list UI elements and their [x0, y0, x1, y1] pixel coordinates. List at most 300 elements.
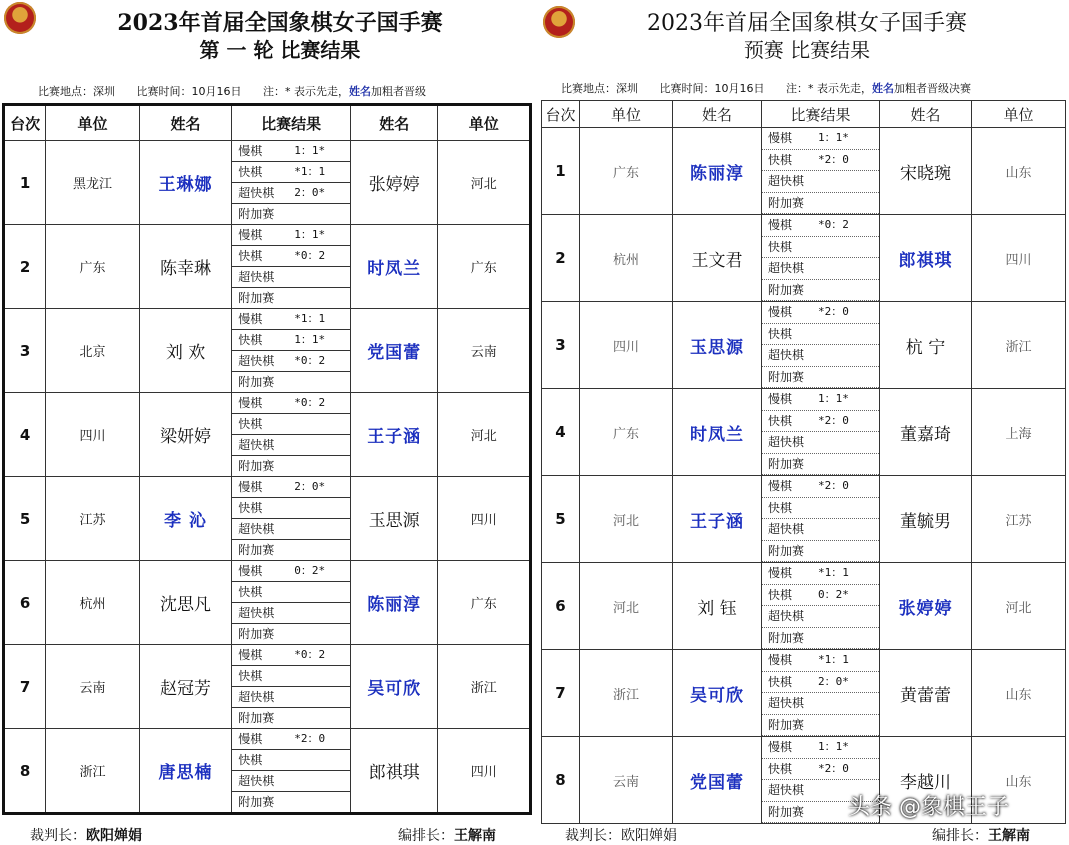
- column-header: 姓名: [673, 101, 762, 128]
- game-type: 超快棋: [768, 174, 805, 188]
- player2-unit: 浙江: [972, 302, 1066, 389]
- game-result: [762, 715, 879, 737]
- arranger-name: 王解南: [988, 828, 1030, 844]
- game-score: *2：0: [818, 479, 849, 492]
- game-score: 2：0*: [294, 186, 326, 199]
- table-row: [4, 729, 531, 814]
- board-number: 5: [4, 477, 46, 561]
- column-header: 单位: [972, 101, 1066, 128]
- player2-name: 党国蕾: [350, 309, 437, 393]
- game-type: 慢棋: [768, 566, 793, 580]
- game-result: [762, 280, 879, 302]
- game-type: 慢棋: [768, 653, 793, 667]
- table-row: [542, 476, 1066, 563]
- player2-name: 张婷婷: [350, 141, 437, 225]
- game-type: 慢棋: [238, 396, 263, 410]
- game-score: *2：0: [818, 761, 849, 775]
- game-result: [762, 171, 879, 193]
- game-score: 2：0*: [294, 480, 326, 493]
- game-result: [232, 750, 350, 771]
- player2-unit: 广东: [438, 561, 531, 645]
- game-result: [232, 603, 350, 624]
- game-type: 慢棋: [768, 131, 793, 145]
- player2-name: 王子涵: [350, 393, 437, 477]
- game-result: [232, 141, 350, 162]
- game-type: 附加赛: [238, 291, 275, 305]
- game-result: [762, 563, 879, 585]
- table-row: [542, 389, 1066, 476]
- board-number: 6: [542, 563, 580, 650]
- board-number: 5: [542, 476, 580, 563]
- game-score: *0：2: [818, 218, 849, 231]
- player2-name: 陈丽淳: [350, 561, 437, 645]
- column-header: 比赛结果: [762, 101, 880, 128]
- emblem-logo: [4, 2, 36, 34]
- game-type: 附加赛: [768, 543, 805, 558]
- game-result: [762, 519, 879, 541]
- result-cell: [762, 650, 880, 737]
- player2-name: 郎祺琪: [880, 215, 972, 302]
- game-result: [232, 351, 350, 372]
- board-number: 2: [542, 215, 580, 302]
- player1-unit: 杭州: [46, 561, 140, 645]
- game-type: 快棋: [768, 413, 793, 428]
- game-type: 慢棋: [238, 312, 263, 326]
- arranger-label: 编排长：: [398, 828, 454, 844]
- player1-name: 梁妍婷: [139, 393, 232, 477]
- game-result: [762, 432, 879, 454]
- table-row: [4, 393, 531, 477]
- player1-unit: 四川: [580, 302, 673, 389]
- game-result: [232, 183, 350, 204]
- game-type: 快棋: [768, 326, 793, 341]
- game-result: [762, 759, 879, 781]
- player2-unit: 山东: [972, 737, 1066, 824]
- player1-name: 时凤兰: [673, 389, 762, 476]
- game-type: 慢棋: [768, 218, 793, 232]
- table-row: [4, 477, 531, 561]
- player1-name: 陈丽淳: [673, 128, 762, 215]
- player1-name: 玉思源: [673, 302, 762, 389]
- game-score: 1：1*: [818, 392, 849, 405]
- game-result: [762, 411, 879, 433]
- player1-unit: 河北: [580, 563, 673, 650]
- game-type: 慢棋: [238, 564, 263, 578]
- game-score: *0：2: [294, 354, 326, 367]
- game-type: 超快棋: [768, 522, 805, 536]
- game-type: 慢棋: [238, 228, 263, 242]
- game-type: 附加赛: [768, 369, 805, 384]
- arranger-line: [932, 825, 1030, 845]
- game-score: 2：0*: [818, 674, 849, 688]
- player2-unit: 四川: [972, 215, 1066, 302]
- game-score: 1：1*: [818, 740, 849, 753]
- result-cell: [232, 729, 351, 814]
- player1-unit: 黑龙江: [46, 141, 140, 225]
- game-type: 超快棋: [238, 690, 275, 704]
- game-result: [762, 585, 879, 607]
- board-number: 8: [542, 737, 580, 824]
- game-type: 快棋: [238, 417, 263, 431]
- game-result: [232, 582, 350, 603]
- column-header: 单位: [438, 105, 531, 141]
- note-text: 注：* 表示先走，: [263, 85, 349, 98]
- player2-name: 吴可欣: [350, 645, 437, 729]
- game-score: 1：1*: [294, 333, 326, 346]
- game-type: 附加赛: [768, 282, 805, 297]
- game-type: 附加赛: [238, 627, 275, 641]
- game-result: [762, 258, 879, 280]
- player1-unit: 河北: [580, 476, 673, 563]
- game-result: [232, 708, 350, 728]
- player2-name: 杭 宁: [880, 302, 972, 389]
- game-result: [762, 606, 879, 628]
- game-score: *1：1: [294, 165, 326, 178]
- game-type: 超快棋: [238, 606, 275, 620]
- game-result: [232, 792, 350, 812]
- game-result: [762, 498, 879, 520]
- game-result: [232, 225, 350, 246]
- watermark: 头条 @象棋王子: [848, 795, 1009, 820]
- game-result: [762, 345, 879, 367]
- result-cell: [232, 561, 351, 645]
- game-result: [232, 456, 350, 476]
- board-number: 8: [4, 729, 46, 814]
- game-type: 超快棋: [768, 696, 805, 710]
- game-type: 超快棋: [238, 774, 275, 788]
- result-cell: [762, 476, 880, 563]
- game-type: 快棋: [238, 753, 263, 767]
- venue-text: 比赛地点：深圳: [561, 82, 638, 95]
- note-suffix: 加粗者晋级: [371, 85, 426, 98]
- result-cell: [232, 645, 351, 729]
- game-type: 快棋: [238, 165, 263, 179]
- game-result: [762, 193, 879, 215]
- result-cell: [232, 225, 351, 309]
- game-score: *1：1: [818, 653, 849, 666]
- column-header: 姓名: [139, 105, 232, 141]
- game-type: 慢棋: [768, 740, 793, 754]
- table-row: [542, 650, 1066, 737]
- game-result: [762, 454, 879, 476]
- game-result: [762, 476, 879, 498]
- game-result: [232, 561, 350, 582]
- player2-unit: 四川: [438, 729, 531, 814]
- player1-unit: 浙江: [46, 729, 140, 814]
- game-score: *1：1: [818, 566, 849, 579]
- referee-label: 裁判长：: [30, 828, 86, 844]
- game-result: [232, 246, 350, 267]
- game-result: [232, 519, 350, 540]
- player2-name: 董嘉琦: [880, 389, 972, 476]
- round1-panel: [0, 0, 535, 843]
- referee-name: 欧阳婵娟: [621, 828, 677, 844]
- table-row: [4, 309, 531, 393]
- board-number: 6: [4, 561, 46, 645]
- game-result: [232, 414, 350, 435]
- column-header: 姓名: [350, 105, 437, 141]
- info-line: [561, 80, 989, 96]
- player2-name: 黄蕾蕾: [880, 650, 972, 737]
- player1-unit: 江苏: [46, 477, 140, 561]
- board-number: 3: [542, 302, 580, 389]
- player2-unit: 河北: [438, 393, 531, 477]
- note-text: 注：* 表示先走，: [786, 82, 872, 95]
- time-text: 比赛时间：10月16日: [136, 85, 242, 98]
- player2-unit: 云南: [438, 309, 531, 393]
- game-type: 超快棋: [768, 783, 805, 797]
- game-type: 附加赛: [238, 207, 275, 221]
- game-score: 0：2*: [818, 587, 849, 601]
- game-type: 慢棋: [238, 144, 263, 158]
- player2-unit: 江苏: [972, 476, 1066, 563]
- results-table: [2, 103, 532, 815]
- game-type: 快棋: [768, 674, 793, 689]
- game-result: [232, 687, 350, 708]
- info-line: [38, 83, 444, 99]
- player1-name: 吴可欣: [673, 650, 762, 737]
- page-subtitle: 预赛 比赛结果: [743, 38, 871, 62]
- game-type: 附加赛: [238, 543, 275, 557]
- note-highlight: 姓名: [872, 82, 894, 95]
- game-type: 快棋: [768, 152, 793, 167]
- game-result: [232, 624, 350, 644]
- table-row: [542, 128, 1066, 215]
- player2-unit: 河北: [438, 141, 531, 225]
- game-type: 慢棋: [238, 732, 263, 746]
- player2-name: 董毓男: [880, 476, 972, 563]
- result-cell: [762, 389, 880, 476]
- result-cell: [762, 215, 880, 302]
- result-cell: [232, 141, 351, 225]
- page-subtitle: 第 一 轮 比赛结果: [199, 38, 361, 62]
- arranger-name: 王解南: [454, 828, 496, 844]
- game-type: 快棋: [238, 249, 263, 263]
- player2-unit: 河北: [972, 563, 1066, 650]
- player2-name: 玉思源: [350, 477, 437, 561]
- game-result: [232, 162, 350, 183]
- table-row: [542, 215, 1066, 302]
- player1-name: 李 沁: [139, 477, 232, 561]
- game-type: 快棋: [768, 587, 793, 602]
- game-result: [762, 367, 879, 389]
- result-cell: [232, 309, 351, 393]
- game-type: 慢棋: [238, 648, 263, 662]
- arranger-label: 编排长：: [932, 828, 988, 844]
- game-type: 超快棋: [238, 186, 275, 200]
- column-header: 姓名: [880, 101, 972, 128]
- game-type: 超快棋: [768, 348, 805, 362]
- game-score: *2：0: [818, 305, 849, 318]
- game-score: 1：1*: [818, 131, 849, 144]
- game-type: 超快棋: [238, 522, 275, 536]
- game-type: 超快棋: [768, 261, 805, 275]
- game-result: [762, 693, 879, 715]
- player1-unit: 广东: [580, 128, 673, 215]
- table-row: [542, 563, 1066, 650]
- player1-name: 刘 钰: [673, 563, 762, 650]
- game-type: 超快棋: [238, 270, 275, 284]
- player1-name: 党国蕾: [673, 737, 762, 824]
- board-number: 1: [4, 141, 46, 225]
- result-cell: [232, 477, 351, 561]
- result-cell: [232, 393, 351, 477]
- time-text: 比赛时间：10月16日: [659, 82, 765, 95]
- game-type: 超快棋: [768, 435, 805, 449]
- game-result: [762, 128, 879, 150]
- game-result: [762, 737, 879, 759]
- table-row: [4, 645, 531, 729]
- table-row: [542, 302, 1066, 389]
- player1-unit: 北京: [46, 309, 140, 393]
- column-header: 比赛结果: [232, 105, 351, 141]
- game-result: [232, 393, 350, 414]
- note-suffix: 加粗者晋级决赛: [894, 82, 971, 95]
- game-type: 附加赛: [768, 456, 805, 471]
- game-result: [762, 150, 879, 172]
- game-type: 快棋: [238, 501, 263, 515]
- game-type: 附加赛: [238, 795, 275, 809]
- game-score: 1：1*: [294, 144, 326, 157]
- game-score: 0：2*: [294, 564, 326, 577]
- game-type: 快棋: [238, 669, 263, 683]
- page-title: 2023年首届全国象棋女子国手赛: [117, 10, 443, 36]
- game-type: 慢棋: [768, 305, 793, 319]
- player1-unit: 浙江: [580, 650, 673, 737]
- player1-name: 王文君: [673, 215, 762, 302]
- game-score: *1：1: [294, 312, 326, 325]
- referee-label: 裁判长：: [565, 828, 621, 844]
- arranger-line: [398, 825, 496, 845]
- table-row: [4, 561, 531, 645]
- game-score: *2：0: [294, 732, 326, 745]
- game-result: [232, 204, 350, 224]
- player1-unit: 杭州: [580, 215, 673, 302]
- game-type: 附加赛: [768, 804, 805, 819]
- prelim-panel: [537, 0, 1069, 843]
- game-result: [762, 541, 879, 563]
- game-result: [762, 324, 879, 346]
- game-score: 1：1*: [294, 228, 326, 241]
- board-number: 4: [4, 393, 46, 477]
- game-type: 附加赛: [238, 375, 275, 389]
- player1-unit: 广东: [46, 225, 140, 309]
- player2-unit: 广东: [438, 225, 531, 309]
- player2-unit: 四川: [438, 477, 531, 561]
- results-table: [541, 100, 1066, 824]
- column-header: 单位: [580, 101, 673, 128]
- player2-name: 郎祺琪: [350, 729, 437, 814]
- game-result: [762, 389, 879, 411]
- game-result: [232, 645, 350, 666]
- player2-unit: 上海: [972, 389, 1066, 476]
- game-score: *0：2: [294, 249, 326, 262]
- player1-name: 陈幸琳: [139, 225, 232, 309]
- board-number: 1: [542, 128, 580, 215]
- game-type: 超快棋: [238, 438, 275, 452]
- game-result: [232, 729, 350, 750]
- game-type: 快棋: [238, 585, 263, 599]
- table-header: [542, 101, 1066, 128]
- column-header: 台次: [542, 101, 580, 128]
- game-result: [232, 477, 350, 498]
- column-header: 单位: [46, 105, 140, 141]
- player1-unit: 四川: [46, 393, 140, 477]
- game-type: 快棋: [768, 761, 793, 776]
- game-type: 快棋: [238, 333, 263, 347]
- result-cell: [762, 563, 880, 650]
- player2-name: 李越川: [880, 737, 972, 824]
- game-result: [232, 330, 350, 351]
- referee-line: [565, 825, 677, 845]
- game-type: 附加赛: [238, 711, 275, 725]
- column-header: 台次: [4, 105, 46, 141]
- game-result: [762, 628, 879, 650]
- game-result: [762, 237, 879, 259]
- player1-name: 唐思楠: [139, 729, 232, 814]
- game-score: *2：0: [818, 413, 849, 427]
- game-score: *0：2: [294, 648, 326, 661]
- player2-unit: 山东: [972, 128, 1066, 215]
- venue-text: 比赛地点：深圳: [38, 85, 115, 98]
- referee-name: 欧阳婵娟: [86, 828, 142, 844]
- game-result: [762, 672, 879, 694]
- player2-name: 张婷婷: [880, 563, 972, 650]
- game-result: [232, 771, 350, 792]
- referee-line: [30, 825, 142, 845]
- game-score: *0：2: [294, 396, 326, 409]
- player2-name: 时凤兰: [350, 225, 437, 309]
- game-result: [232, 288, 350, 308]
- game-type: 超快棋: [238, 354, 275, 368]
- game-result: [232, 540, 350, 560]
- game-result: [232, 498, 350, 519]
- game-type: 超快棋: [768, 609, 805, 623]
- player1-name: 赵冠芳: [139, 645, 232, 729]
- player2-unit: 浙江: [438, 645, 531, 729]
- player2-unit: 山东: [972, 650, 1066, 737]
- page-title: 2023年首届全国象棋女子国手赛: [647, 11, 967, 36]
- game-type: 附加赛: [768, 717, 805, 732]
- game-result: [232, 372, 350, 392]
- player1-unit: 广东: [580, 389, 673, 476]
- board-number: 4: [542, 389, 580, 476]
- game-type: 快棋: [768, 239, 793, 254]
- game-type: 慢棋: [238, 480, 263, 494]
- game-type: 慢棋: [768, 479, 793, 493]
- board-number: 3: [4, 309, 46, 393]
- game-result: [232, 435, 350, 456]
- game-result: [232, 267, 350, 288]
- result-cell: [762, 128, 880, 215]
- game-type: 附加赛: [768, 195, 805, 210]
- player2-name: 宋晓琬: [880, 128, 972, 215]
- player1-unit: 云南: [46, 645, 140, 729]
- game-result: [232, 309, 350, 330]
- game-type: 附加赛: [768, 630, 805, 645]
- game-score: *2：0: [818, 152, 849, 166]
- game-result: [232, 666, 350, 687]
- board-number: 7: [542, 650, 580, 737]
- game-result: [762, 650, 879, 672]
- game-type: 附加赛: [238, 459, 275, 473]
- player1-name: 王子涵: [673, 476, 762, 563]
- board-number: 2: [4, 225, 46, 309]
- emblem-logo: [543, 6, 575, 38]
- game-result: [762, 302, 879, 324]
- player1-name: 沈思凡: [139, 561, 232, 645]
- result-cell: [762, 302, 880, 389]
